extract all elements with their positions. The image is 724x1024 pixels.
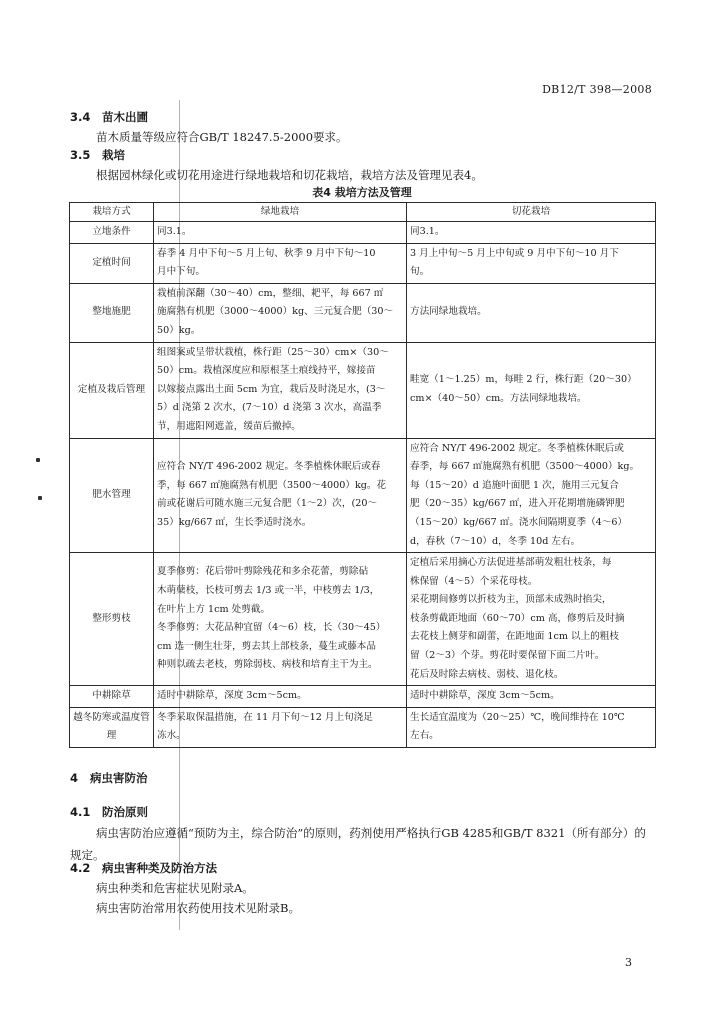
header-green-cultivation: 绿地栽培: [154, 203, 407, 222]
row-label: 中耕除草: [70, 686, 154, 708]
section-number: 4.1: [70, 805, 91, 819]
section-heading: [70, 802, 656, 822]
table-row: [70, 283, 656, 342]
cell-line: 栽植前深翻（30～40）cm，整细、耙平，每 667 ㎡: [157, 287, 384, 299]
cell-line: 定植后采用摘心方法促进基部萌发粗壮枝条，每: [410, 557, 612, 569]
cell-line: 春季 4 月中下旬～5 月上旬、秋季 9 月中下旬～10: [157, 247, 376, 259]
section-heading: [70, 858, 656, 878]
cell-line: 在叶片上方 1cm 处剪截。: [157, 603, 271, 615]
cultivation-table: [69, 202, 656, 748]
section-paragraph: 苗木质量等级应符合GB/T 18247.5-2000要求。: [96, 130, 348, 144]
cut-flower-cell: [407, 342, 656, 438]
cell-line: 花后及时除去病枝、弱枝、退化枝。: [410, 668, 564, 680]
section-heading: [70, 107, 656, 127]
row-label: 肥水管理: [70, 438, 154, 553]
cut-flower-cell: [407, 222, 656, 244]
cell-line: 3 月上中旬～5 月上中旬或 9 月中下旬～10 月下: [410, 247, 619, 259]
cut-flower-cell: [407, 243, 656, 283]
cell-line: 去花枝上侧芽和副蕾，在距地面 1cm 以上的粗枝: [410, 631, 619, 643]
cell-line: 适时中耕除草，深度 3cm～5cm。: [157, 690, 307, 702]
cell-line: 50）cm。栽植深度应和原根茎土痕线持平，嫁接苗: [157, 365, 376, 377]
cell-line: 组图案或呈带状栽植，株行距（25～30）cm×（30～: [157, 346, 389, 358]
row-label: 越冬防寒或温度管理: [70, 707, 154, 747]
table-row: [70, 707, 656, 747]
section-heading: [70, 145, 656, 165]
cell-line: 施腐熟有机肥（3000～4000）kg、三元复合肥（30～: [157, 306, 394, 318]
green-cultivation-cell: [154, 283, 407, 342]
cell-line: 适时中耕除草，深度 3cm～5cm。: [410, 690, 560, 702]
cell-line: 季，每 667 ㎡施腐熟有机肥（3500～4000）kg。花: [157, 479, 387, 491]
document-code: DB12/T 398—2008: [542, 83, 652, 96]
cell-line: 应符合 NY/T 496-2002 规定。冬季植株休眠后或春: [157, 461, 381, 473]
green-cultivation-cell: [154, 438, 407, 553]
section-4-2: [70, 858, 656, 918]
cell-line: d，春秋（7～10）d，冬季 10d 左右。: [410, 535, 581, 547]
cell-line: 应符合 NY/T 496-2002 规定。冬季植株休眠后或: [410, 442, 624, 454]
cut-flower-cell: [407, 553, 656, 686]
cell-line: 枝条剪截距地面（60～70）cm 高，修剪后及时摘: [410, 612, 625, 624]
section-3-5: [70, 145, 656, 185]
table-row: [70, 438, 656, 553]
cell-line: cm 选一侧生壮芽，剪去其上部枝条，蔓生或藤本品: [157, 640, 376, 652]
section-paragraph: 根据园林绿化或切花用途进行绿地栽培和切花栽培，栽培方法及管理见表4。: [96, 168, 483, 182]
section-3-4: [70, 107, 656, 147]
cell-line: 生长适宜温度为（20～25）℃，晚间维持在 10℃: [410, 711, 625, 723]
cell-line: 冻水。: [157, 730, 186, 742]
cell-line: 节，用遮阳网遮盖，缓苗后撤掉。: [157, 420, 301, 432]
green-cultivation-cell: [154, 553, 407, 686]
cell-line: 50）kg。: [157, 324, 201, 336]
table-row: [70, 243, 656, 283]
cell-line: 采花期间修剪以折枝为主，顶部未成熟时掐尖，: [410, 594, 612, 606]
section-title: 病虫害防治: [90, 771, 148, 785]
scan-mark: [38, 496, 42, 500]
cell-line: 同3.1。: [157, 226, 192, 237]
row-label: 定植时间: [70, 243, 154, 283]
section-4-1: [70, 802, 656, 866]
section-paragraph: 病虫害防治应遵循“预防为主，综合防治”的原则，药剂使用严格执行GB 4285和GB/T 8321（所有部分）的规定。: [70, 826, 646, 862]
cell-line: 冬季采取保温措施，在 11 月下旬～12 月上旬浇足: [157, 711, 373, 723]
table-row: [70, 553, 656, 686]
section-heading: [70, 768, 656, 788]
row-label: 整形剪枝: [70, 553, 154, 686]
header-cut-flower-cultivation: 切花栽培: [407, 203, 656, 222]
cell-line: 冬季修剪：大花品种宜留（4～6）枝，长（30～45）: [157, 622, 386, 634]
table-header-row: [70, 203, 656, 222]
page-number: 3: [625, 956, 632, 969]
cell-line: 畦宽（1～1.25）m，每畦 2 行，株行距（20～30）: [410, 374, 637, 386]
cell-line: 种则以疏去老枝，剪除弱枝、病枝和培育主干为主。: [157, 659, 378, 671]
cut-flower-cell: [407, 283, 656, 342]
cell-line: 以嫁接点露出土面 5cm 为宜，栽后及时浇足水，(3～: [157, 383, 386, 395]
scan-mark: [36, 458, 40, 462]
table-caption: 表4 栽培方法及管理: [312, 186, 412, 199]
cell-line: 留（2～3）个芽。剪花时要保留下面二片叶。: [410, 650, 605, 662]
section-number: 4.2: [70, 861, 91, 875]
green-cultivation-cell: [154, 707, 407, 747]
table-row: [70, 222, 656, 244]
cut-flower-cell: [407, 686, 656, 708]
cell-line: 旬。: [410, 266, 430, 278]
cell-line: 木萌蘖枝，长枝可剪去 1/3 或一半，中枝剪去 1/3，: [157, 584, 380, 596]
row-label: 定植及栽后管理: [70, 342, 154, 438]
cell-line: cm×（40～50）cm。方法同绿地栽培。: [410, 393, 587, 405]
cell-line: 月中下旬。: [157, 266, 205, 278]
section-4: [70, 768, 656, 788]
green-cultivation-cell: [154, 686, 407, 708]
cut-flower-cell: [407, 707, 656, 747]
green-cultivation-cell: [154, 342, 407, 438]
cell-line: 同3.1。: [410, 226, 445, 237]
cell-line: 方法同绿地栽培。: [410, 306, 487, 318]
cell-line: 前或花谢后可随水施三元复合肥（1～2）次，(20～: [157, 498, 378, 510]
cell-line: 35）kg/667 ㎡，生长季适时浇水。: [157, 516, 312, 528]
section-title: 苗木出圃: [102, 110, 148, 124]
section-title: 栽培: [102, 148, 125, 162]
green-cultivation-cell: [154, 222, 407, 244]
cell-line: 春季，每 667 ㎡施腐熟有机肥（3500～4000）kg。: [410, 461, 640, 473]
cell-line: （15～20）kg/667 ㎡。浇水间隔期夏季（4～6）: [410, 516, 628, 528]
section-paragraph: 病虫害防治常用农药使用技术见附录B。: [96, 901, 300, 915]
cell-line: 株保留（4～5）个采花母枝。: [410, 575, 538, 587]
row-label: 立地条件: [70, 222, 154, 244]
section-title: 病虫害种类及防治方法: [102, 861, 217, 875]
section-title: 防治原则: [102, 805, 148, 819]
header-method: 栽培方式: [70, 203, 154, 222]
section-number: 3.4: [70, 110, 91, 124]
cut-flower-cell: [407, 438, 656, 553]
cell-line: 5）d 浇第 2 次水，(7～10）d 浇第 3 次水，高温季: [157, 402, 382, 414]
cell-line: 夏季修剪：花后带叶剪除残花和多余花蕾，剪除砧: [157, 566, 369, 578]
section-paragraph: 病虫种类和危害症状见附录A。: [96, 881, 254, 895]
cell-line: 肥（20～35）kg/667 ㎡，进入开花期增施磷钾肥: [410, 498, 625, 510]
section-number: 3.5: [70, 148, 91, 162]
table-row: [70, 342, 656, 438]
green-cultivation-cell: [154, 243, 407, 283]
table-row: [70, 686, 656, 708]
section-number: 4: [70, 771, 79, 785]
cell-line: 左右。: [410, 730, 439, 742]
cell-line: 每（15～20）d 追施叶面肥 1 次，施用三元复合: [410, 479, 619, 491]
row-label: 整地施肥: [70, 283, 154, 342]
